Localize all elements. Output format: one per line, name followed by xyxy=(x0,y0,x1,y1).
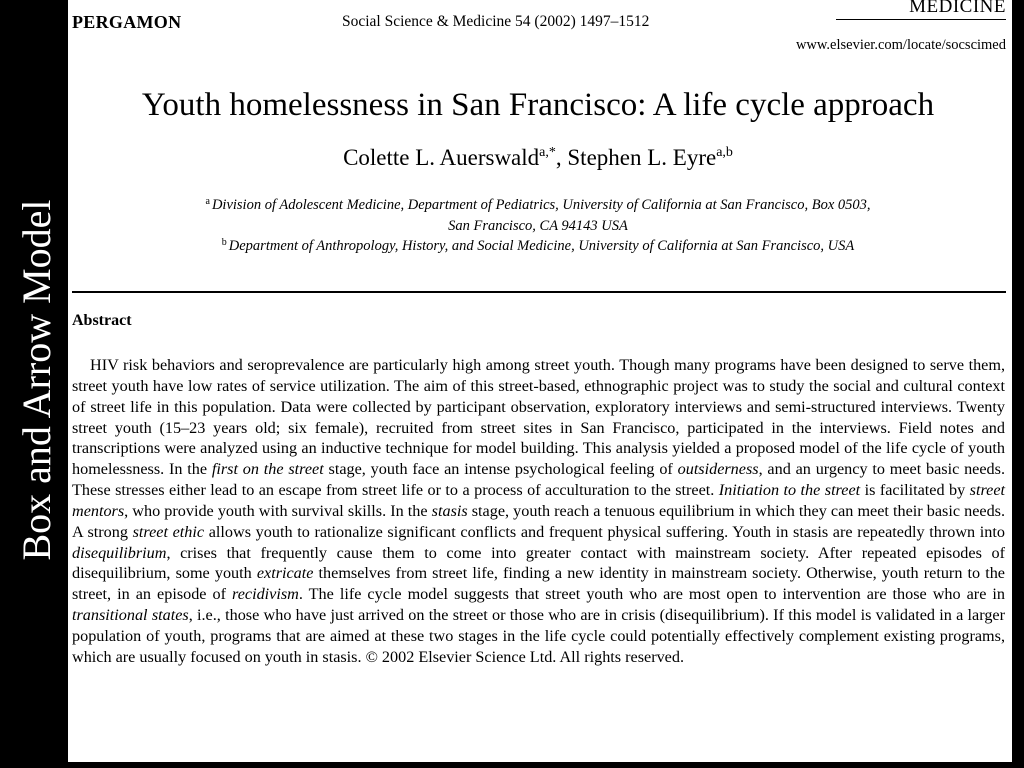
abstract-segment: , and an urgency to meet basic needs. These stresses either lead to an escape from street life or to a process of acculturation to the street. xyxy=(72,460,1005,500)
author-affiliation-marks: a,b xyxy=(716,145,733,160)
affiliation-line: San Francisco, CA 94143 USA xyxy=(448,217,628,234)
abstract-term: street ethic xyxy=(132,522,205,541)
abstract-segment: allows youth to rationalize significant conflicts and frequent physical suffering. Youth in stasis are repeatedly thrown into xyxy=(204,522,1005,541)
affiliation-line xyxy=(68,236,1008,257)
author-separator: , xyxy=(555,145,568,170)
author-affiliation-marks: a,* xyxy=(539,145,556,160)
abstract-term: disequilibrium xyxy=(72,543,167,562)
journal-citation: Social Science & Medicine 54 (2002) 1497–1512 xyxy=(342,13,650,30)
abstract-term: outsiderness xyxy=(677,460,759,479)
side-label: Box and Arrow Model xyxy=(14,199,59,561)
abstract-term: street mentors xyxy=(72,481,1006,520)
journal-name: MEDICINE xyxy=(909,0,1006,17)
abstract-term: extricate xyxy=(256,564,314,583)
affiliation-text: Division of Adolescent Medicine, Department of Pediatrics, University of California at San Francisco, Box 0503, xyxy=(211,197,871,213)
affiliation-mark: b xyxy=(221,237,227,248)
author-name: Colette L. Auerswald xyxy=(343,145,540,170)
abstract-segment: themselves from street life, finding a new identity in mainstream society. Otherwise, youth return to the street, in an episode of xyxy=(72,564,1005,604)
abstract-heading: Abstract xyxy=(72,312,132,329)
abstract-segment: HIV risk behaviors and seroprevalence are particularly high among street youth. Though many programs have been designed to serve them, street youth have low rates of service utilization. The aim of this street-based, ethnographic project was to study the social and cultural context of street life in this population. Data were collected by participant observation, exploratory interviews and semi-structured interviews. Twenty street youth (15–23 years old; six female), recruited from street sites in San Francisco, participated in the interviews. Field notes and transcriptions were analyzed using an inductive technique for model building. This analysis yielded a proposed model of the life cycle of youth homelessness. In the xyxy=(72,356,1005,479)
abstract-term: transitional states xyxy=(72,606,189,625)
abstract-segment: is facilitated by xyxy=(860,481,970,500)
paper-page xyxy=(68,0,1012,762)
side-band xyxy=(0,0,68,768)
paper-title: Youth homelessness in San Francisco: A life cycle approach xyxy=(141,87,935,123)
abstract-segment: , i.e., those who have just arrived on the street or those who are in crisis (disequilibrium). If this model is validated in a larger population of youth, programs that are aimed at these two stages in the life cycle could potentially effectively complement existing programs, which are usually focused on youth in stasis. © 2002 Elsevier Science Ltd. All rights reserved. xyxy=(72,606,1005,666)
journal-name-rule xyxy=(836,19,1006,20)
abstract-segment: stage, youth face an intense psychological feeling of xyxy=(323,460,678,479)
abstract-term: recidivism xyxy=(232,585,299,604)
abstract-term: first on the street xyxy=(211,460,324,479)
abstract-segment: , who provide youth with survival skills. In the xyxy=(124,501,432,520)
affiliation-line xyxy=(68,195,1008,216)
abstract-segment: stage, youth reach a tenuous equilibrium in which they can meet their basic needs. A strong xyxy=(72,501,1006,541)
journal-url[interactable]: www.elsevier.com/locate/socscimed xyxy=(795,37,1006,53)
section-divider xyxy=(72,291,1006,293)
abstract-segment: . The life cycle model suggests that street youth who are most open to intervention are those who are in xyxy=(298,585,1005,604)
abstract-term: stasis xyxy=(431,501,468,520)
publisher-name: PERGAMON xyxy=(72,12,182,32)
abstract-segment: , crises that frequently cause them to come into greater contact with mainstream society. After repeated episodes of disequilibrium, some youth xyxy=(72,543,1005,583)
affiliation-list xyxy=(68,195,1008,257)
affiliation-text: Department of Anthropology, History, and Social Medicine, University of California at San Francisco, USA xyxy=(228,238,855,254)
affiliation-mark: a xyxy=(205,196,210,207)
author-name: Stephen L. Eyre xyxy=(567,145,717,170)
author-list xyxy=(68,145,1008,171)
abstract-term: Initiation to the street xyxy=(718,481,861,500)
abstract-text xyxy=(72,355,1005,668)
